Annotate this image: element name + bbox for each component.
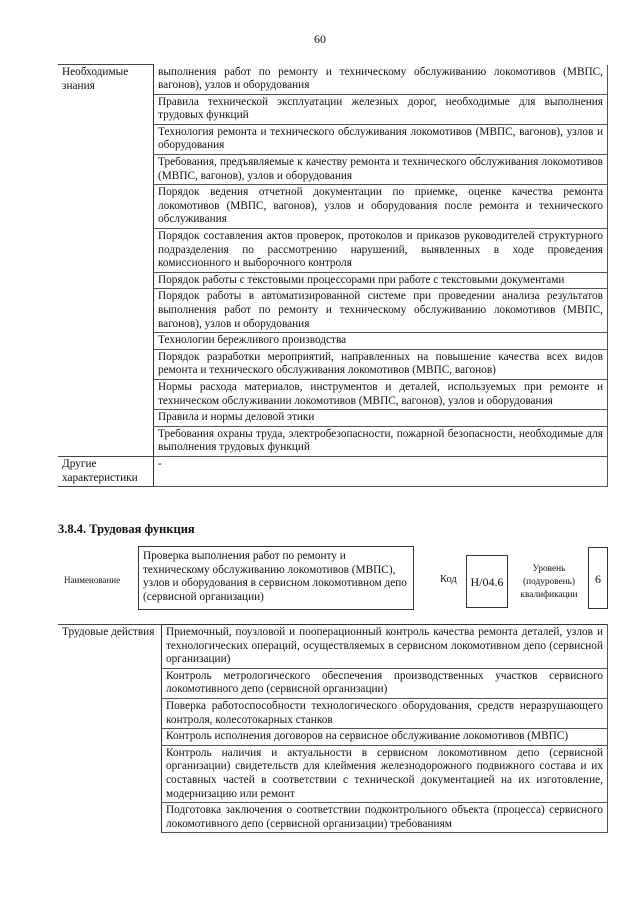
knowledge-item: Порядок ведения отчетной документации по приемке, оценке качества ремонта локомотивов (МВПС, вагонов), узлов и оборудования после ремонта и технического обслуживания: [154, 185, 608, 229]
knowledge-item: Технологии бережливого производства: [154, 333, 608, 350]
name-value: Проверка выполнения работ по ремонту и техническому обслуживанию локомотивов (МВПС), узлов и оборудования в сервисном локомотивном депо (сервисной организации): [138, 546, 414, 610]
knowledge-item: Нормы расхода материалов, инструментов и деталей, используемых при ремонте и техническом обслуживании локомотивов (МВПС, вагонов), узлов и оборудования: [154, 379, 608, 409]
code-label: Код: [440, 574, 457, 585]
actions-label: Трудовые действия: [58, 625, 162, 833]
knowledge-item: Порядок разработки мероприятий, направленных на повышение качества всех видов ремонта и технического обслуживания локомотивов (МВПС, вагонов): [154, 349, 608, 379]
name-label: Наименование: [64, 575, 121, 585]
knowledge-item: Технология ремонта и технического обслуживания локомотивов (МВПС, вагонов), узлов и оборудования: [154, 124, 608, 154]
action-item: Подготовка заключения о соответствии подконтрольного объекта (процесса) сервисного локомотивного депо (сервисной организации) требованиям: [162, 803, 608, 833]
level-label: Уровень (подуровень) квалификации: [520, 564, 578, 600]
knowledge-label: Необходимые знания: [58, 65, 154, 457]
knowledge-item: Правила и нормы деловой этики: [154, 410, 608, 427]
action-item: Контроль метрологического обеспечения производственных участков сервисного локомотивного депо (сервисной организации): [162, 668, 608, 698]
knowledge-item: Требования, предъявляемые к качеству ремонта и технического обслуживания локомотивов (МВПС, вагонов), узлов и оборудования: [154, 155, 608, 185]
knowledge-item: Порядок работы с текстовыми процессорами при работе с текстовыми документами: [154, 272, 608, 289]
page-number: 60: [314, 32, 326, 46]
action-item: Контроль исполнения договоров на сервисное обслуживание локомотивов (МВПС): [162, 729, 608, 746]
knowledge-item: Правила технической эксплуатации железных дорог, необходимые для выполнения трудовых функций: [154, 94, 608, 124]
table-row: [58, 65, 608, 95]
level-value: 6: [588, 547, 608, 609]
other-characteristics-label: Другие характеристики: [58, 456, 154, 486]
actions-table: [58, 624, 608, 833]
action-item: Контроль наличия и актуальности в сервисном локомотивном депо (сервисной организации) свидетельств для клеймения железнодорожного подвижного состава и их составных частей в соответствии с технической документацией на их изготовление, модернизацию или ремонт: [162, 745, 608, 802]
knowledge-item: выполнения работ по ремонту и техническому обслуживанию локомотивов (МВПС, вагонов), узлов и оборудования: [154, 65, 608, 95]
code-value: Н/04.6: [466, 555, 508, 608]
action-item: Приемочный, поузловой и пооперационный контроль качества ремонта деталей, узлов и технологических операций, осуществляемых в сервисном локомотивном депо (сервисной организации): [162, 625, 608, 669]
table-row: [58, 456, 608, 486]
action-item: Поверка работоспособности технологического оборудования, средств неразрушающего контроля, колесотокарных станков: [162, 698, 608, 728]
table-row: [58, 625, 608, 669]
knowledge-item: Порядок работы в автоматизированной системе при проведении анализа результатов выполнения работ по ремонту и техническому обслуживанию локомотивов (МВПС, вагонов), узлов и оборудования: [154, 289, 608, 333]
knowledge-item: Порядок составления актов проверок, протоколов и приказов руководителей структурного подразделения по рассмотрению нарушений, выявленных в ходе проведения комиссионного и выборочного контроля: [154, 229, 608, 273]
other-characteristics-value: -: [154, 456, 608, 486]
section-title: 3.8.4. Трудовая функция: [58, 522, 195, 536]
knowledge-item: Требования охраны труда, электробезопасности, пожарной безопасности, необходимые для выполнения трудовых функций: [154, 426, 608, 456]
knowledge-table: [58, 64, 608, 487]
